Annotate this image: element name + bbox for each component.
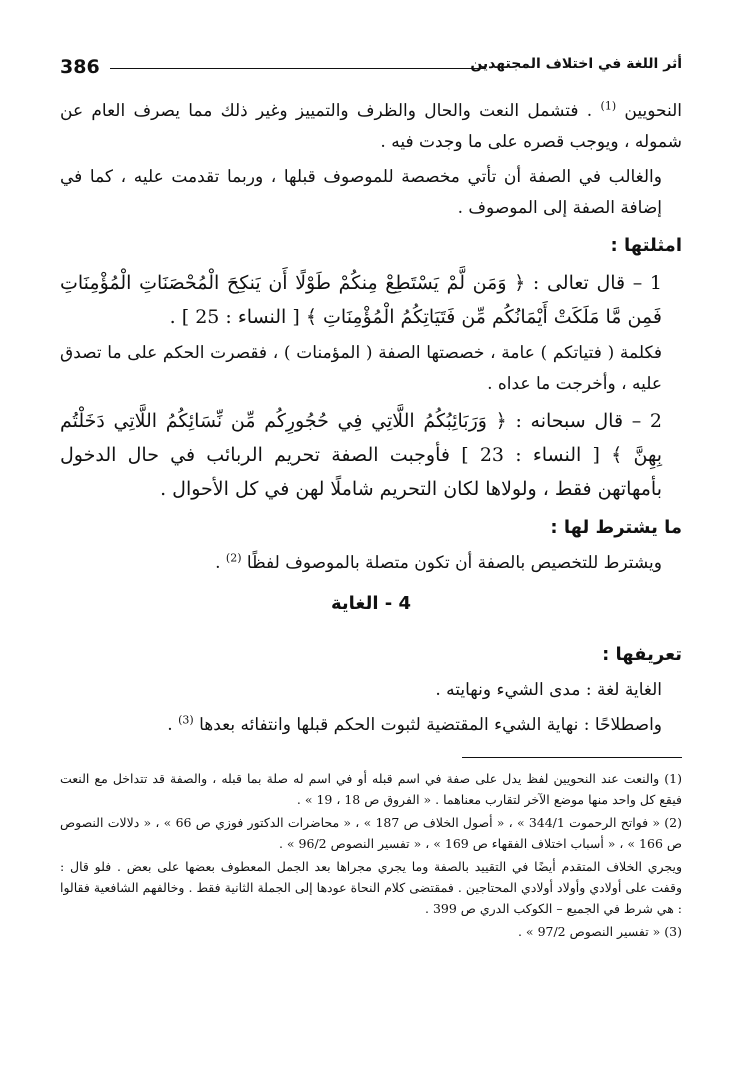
heading-definition: تعريفها : (602, 644, 682, 665)
paragraph-placement: والغالب في الصفة أن تأتي مخصصة للموصوف قبلها ، وربما تقدمت عليه ، كما في إضافة الصفة إلى الموصوف . (60, 167, 662, 218)
footnote-separator (462, 757, 682, 758)
paragraph-text: النحويين (624, 101, 682, 121)
page (60, 56, 682, 944)
paragraph-end: . (215, 553, 221, 573)
footnote-ref-1: (1) (600, 99, 617, 113)
footnote-1: (1) والنعت عند النحويين لفظ يدل على صفة في اسم قبله أو في اسم له صلة بما قبله ، والصفة قد تتداخل مع النعت فيقع كل واحد منها موضع الآخر لتقارب معناهما . « الفروق ص 18 ، 19 » . (60, 771, 682, 807)
heading-conditions: ما يشترط لها : (550, 517, 682, 538)
header-rule (110, 68, 486, 69)
footnote-ref-3: (3) (178, 713, 194, 727)
footnote-ref-2: (2) (225, 551, 242, 565)
running-title: أثر اللغة في اختلاف المجتهدين (470, 56, 682, 72)
example-intro: 1 – قال تعالى : (532, 272, 662, 294)
section-title: 4 - الغاية (330, 593, 412, 614)
example-intro: 2 – قال سبحانه : (515, 410, 662, 432)
verse-reference: [ النساء : 25 ] . (169, 306, 300, 328)
footnote-2-continued: ويجري الخلاف المتقدم أيضًا في التقييد بالصفة وما يجري مجراها بعد الجمل المعطوف بعضها على بعض . فلو قال : وقفت على أولادي وأولاد أولادي المحتاجين . فمقتضى كلام النحاة عودها إلى الجملة الثانية فقط . وخالفهم الشافعية فقالوا : هي شرط في الجميع – الكوكب الدري ص 399 . (60, 859, 682, 916)
example-1 (60, 266, 682, 334)
paragraph-condition (60, 548, 682, 579)
footnote-2: (2) « فواتح الرحموت 344/1 » ، « أصول الخلاف ص 187 » ، « محاضرات الدكتور فوزي ص 66 » ، « دلالات النصوص ص 166 » ، « أسباب اختلاف الفقهاء ص 169 » ، « تفسير النصوص 96/2 » . (60, 815, 682, 851)
paragraph-definition-scope (60, 96, 682, 158)
example-explanation: فأوجبت الصفة تحريم الربائب في حال الدخول بأمهاتهن فقط ، ولولاها لكان التحريم شاملًا لهن في كل الأحوال . (60, 444, 662, 500)
paragraph-end: . (167, 715, 173, 735)
paragraph-text: . فتشمل النعت والحال والظرف والتمييز وغير ذلك مما يصرف العام عن شموله ، ويوجب قصره على ما وجدت فيه . (60, 101, 682, 152)
quran-verse: ﴿ وَرَبَائِبُكُمُ اللَّاتِي فِي حُجُورِكُم مِّن نِّسَائِكُمُ اللَّاتِي دَخَلْتُم بِهِنَّ ﴾ (60, 410, 663, 466)
verse-reference: [ النساء : 23 ] (461, 444, 600, 466)
definition-technical (60, 710, 682, 741)
footnotes (60, 768, 682, 942)
example-2 (60, 404, 682, 506)
definition-linguistic: الغاية لغة : مدى الشيء ونهايته . (435, 680, 662, 700)
paragraph-text: واصطلاحًا : نهاية الشيء المقتضية لثبوت الحكم قبلها وانتفائه بعدها (199, 715, 662, 735)
page-number: 386 (60, 56, 100, 78)
example-1-explanation: فكلمة ( فتياتكم ) عامة ، خصصتها الصفة ( المؤمنات ) ، فقصرت الحكم على ما تصدق عليه ، وأخرجت ما عداه . (60, 343, 662, 394)
page-header (60, 56, 682, 86)
body-text (60, 96, 682, 741)
heading-examples: امثلتها : (610, 235, 682, 256)
footnote-3: (3) « تفسير النصوص 97/2 » . (517, 924, 682, 939)
paragraph-text: ويشترط للتخصيص بالصفة أن تكون متصلة بالموصوف لفظًا (246, 553, 662, 573)
quran-verse: ﴿ وَمَن لَّمْ يَسْتَطِعْ مِنكُمْ طَوْلًا أَن يَنكِحَ الْمُحْصَنَاتِ الْمُؤْمِنَاتِ فَمِن مَّا مَلَكَتْ أَيْمَانُكُم مِّن فَتَيَاتِكُمُ الْمُؤْمِنَاتِ ﴾ (60, 272, 662, 328)
